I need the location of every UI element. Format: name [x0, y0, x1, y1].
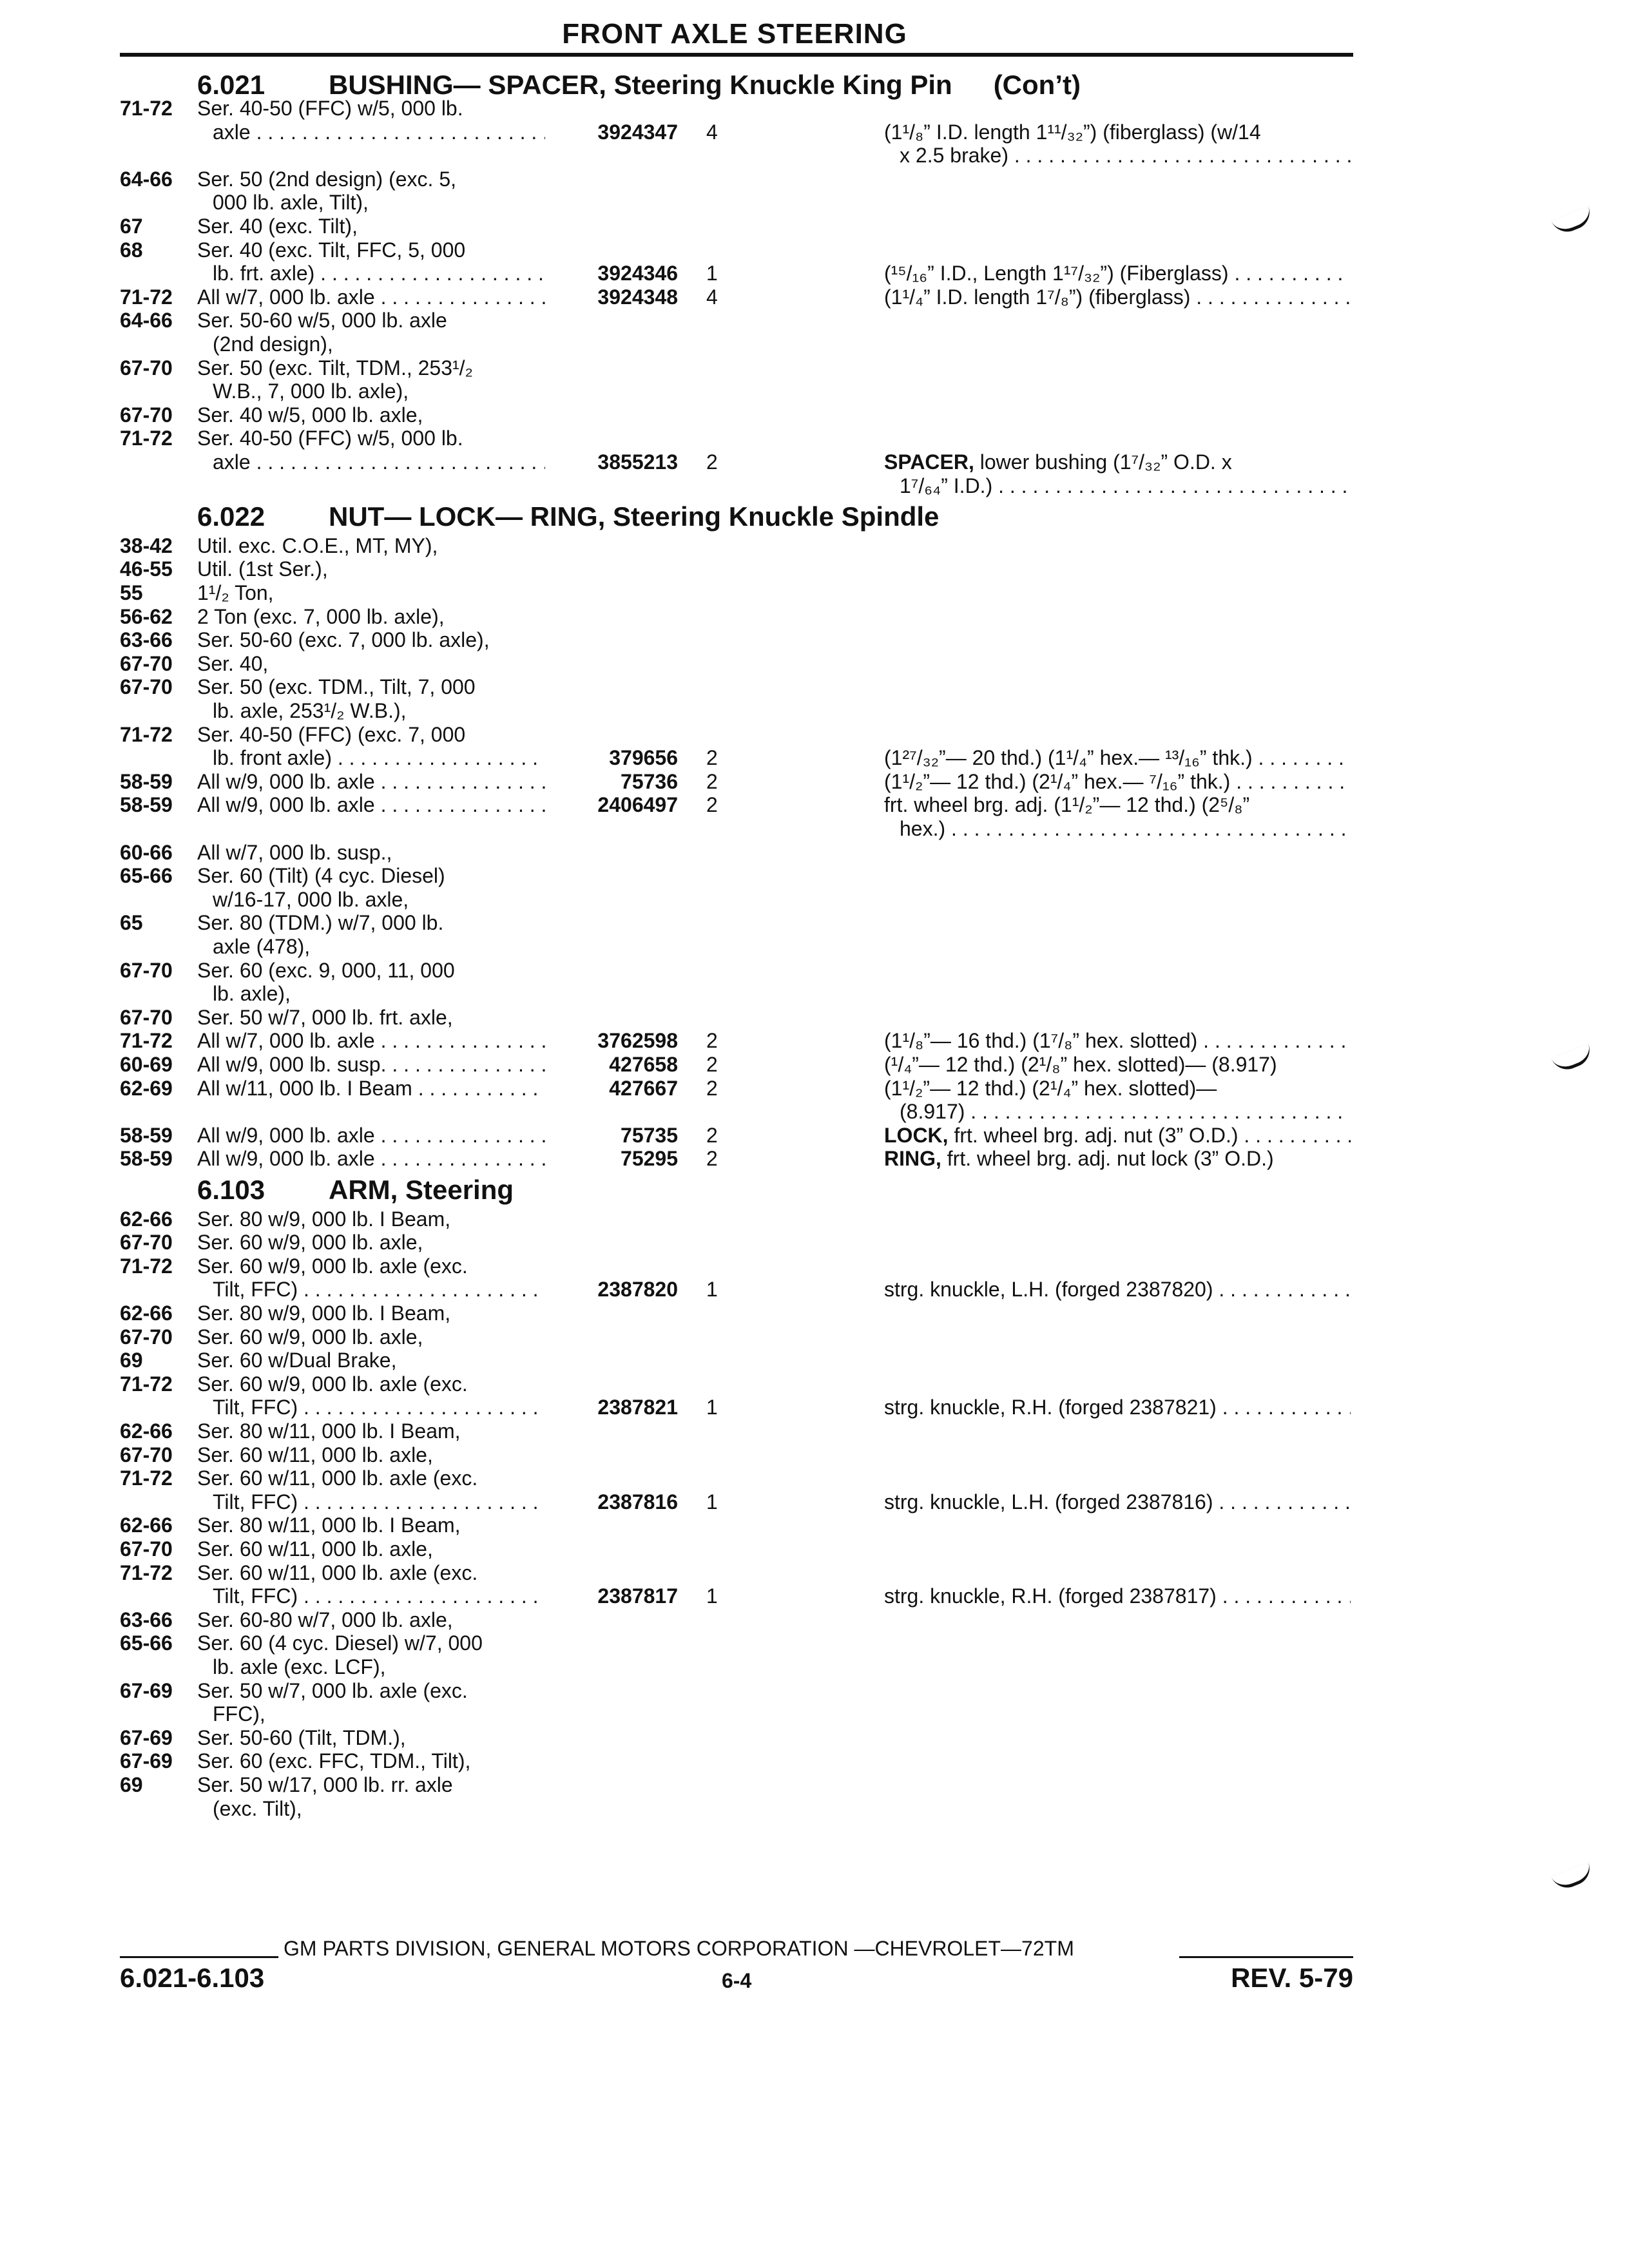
application-description: Ser. 40 w/5, 000 lb. axle,	[197, 403, 423, 427]
application-description: Ser. 60 (exc. FFC, TDM., Tilt),	[197, 1749, 471, 1773]
model-years: 58-59	[120, 1124, 173, 1147]
application-description: lb. axle (exc. LCF),	[213, 1655, 386, 1678]
model-years: 64-66	[120, 309, 173, 332]
application-description: All w/9, 000 lb. axle . . .	[197, 793, 545, 816]
part-number: 379656	[609, 746, 678, 769]
catalog-line	[0, 1584, 1629, 1608]
application-description: axle (478),	[213, 935, 311, 958]
catalog-line	[0, 1679, 1629, 1702]
application-description: Ser. 50 (exc. TDM., Tilt, 7, 000	[197, 675, 476, 698]
part-number: 75736	[621, 770, 678, 793]
catalog-line	[0, 534, 1629, 557]
model-years: 62-66	[120, 1514, 173, 1537]
model-years: 71-72	[120, 723, 173, 746]
catalog-line	[0, 793, 1629, 816]
application-description: Tilt, FFC) . . .	[213, 1396, 545, 1419]
application-description: lb. frt. axle) . . .	[213, 262, 545, 285]
model-years: 65-66	[120, 1631, 173, 1655]
application-description: Ser. 40-50 (FFC) w/5, 000 lb.	[197, 427, 463, 450]
section-number: 6.103	[197, 1175, 265, 1205]
model-years: 67-70	[120, 1231, 173, 1254]
model-years: 67-70	[120, 675, 173, 698]
part-number: 3855213	[597, 450, 678, 474]
application-description: All w/11, 000 lb. I Beam . . .	[197, 1077, 545, 1100]
quantity: 2	[706, 1124, 718, 1147]
catalog-line	[0, 675, 1629, 698]
catalog-line	[0, 262, 1629, 285]
remarks-text: (1¹/₄” I.D. length 1⁷/₈”) (fiberglass)	[884, 285, 1191, 309]
section-title: ARM, Steering	[329, 1175, 514, 1205]
remarks	[884, 1077, 1351, 1100]
catalog-line	[0, 238, 1629, 262]
catalog-line	[0, 1608, 1629, 1631]
remarks-text: (1¹/₈”— 16 thd.) (1⁷/₈” hex. slotted)	[884, 1029, 1198, 1052]
application-description: Ser. 80 w/11, 000 lb. I Beam,	[197, 1514, 461, 1537]
catalog-line	[0, 1207, 1629, 1231]
catalog-line	[0, 427, 1629, 450]
application-description: Ser. 60 (exc. 9, 000, 11, 000	[197, 959, 455, 982]
model-years: 71-72	[120, 97, 173, 120]
model-years: 67-69	[120, 1749, 173, 1773]
footer-rule-left	[120, 1956, 278, 1958]
application-description: Ser. 60 w/11, 000 lb. axle (exc.	[197, 1466, 478, 1490]
remarks	[884, 1278, 1351, 1301]
part-number: 3924348	[597, 285, 678, 309]
catalog-line	[0, 770, 1629, 793]
application-description: Tilt, FFC) . . .	[213, 1584, 545, 1608]
model-years: 67	[120, 215, 143, 238]
catalog-line	[0, 97, 1629, 120]
part-number: 3924347	[597, 120, 678, 144]
quantity: 2	[706, 1077, 718, 1100]
application-description: Ser. 40 (exc. Tilt, FFC, 5, 000	[197, 238, 466, 262]
quantity: 2	[706, 793, 718, 816]
catalog-line	[0, 911, 1629, 934]
application-description: Ser. 60-80 w/7, 000 lb. axle,	[197, 1608, 453, 1631]
application-description: Ser. 80 w/11, 000 lb. I Beam,	[197, 1419, 461, 1443]
application-description: Ser. 50 (exc. Tilt, TDM., 253¹/₂	[197, 356, 473, 380]
section-title: BUSHING— SPACER, Steering Knuckle King Pin	[329, 70, 952, 100]
application-description: Util. exc. C.O.E., MT, MY),	[197, 534, 438, 557]
model-years: 55	[120, 581, 143, 604]
catalog-line	[0, 1278, 1629, 1301]
application-description: Ser. 50 (2nd design) (exc. 5,	[197, 168, 456, 191]
catalog-line	[0, 403, 1629, 427]
application-description: Ser. 50 w/7, 000 lb. axle (exc.	[197, 1679, 468, 1702]
part-number: 75735	[621, 1124, 678, 1147]
model-years: 67-69	[120, 1726, 173, 1749]
catalog-line	[0, 1561, 1629, 1584]
application-description: Ser. 60 w/11, 000 lb. axle,	[197, 1537, 433, 1561]
remarks-text: (8.917)	[900, 1100, 965, 1123]
application-description: All w/9, 000 lb. axle . . .	[197, 1124, 545, 1147]
application-description: All w/9, 000 lb. axle . . .	[197, 1147, 545, 1170]
remarks-text: (1¹/₂”— 12 thd.) (2¹/₄” hex. slotted)—	[884, 1077, 1217, 1100]
application-description: Ser. 60 w/Dual Brake,	[197, 1349, 397, 1372]
model-years: 71-72	[120, 427, 173, 450]
model-years: 69	[120, 1349, 143, 1372]
section-number: 6.022	[197, 501, 265, 532]
application-description: Ser. 60 (Tilt) (4 cyc. Diesel)	[197, 864, 445, 887]
model-years: 62-66	[120, 1419, 173, 1443]
application-description: (exc. Tilt),	[213, 1797, 302, 1820]
catalog-line	[0, 959, 1629, 982]
part-number: 2387820	[597, 1278, 678, 1301]
catalog-line	[0, 605, 1629, 628]
application-description: Ser. 40,	[197, 652, 269, 675]
remarks-text: strg. knuckle, R.H. (forged 2387817)	[884, 1584, 1217, 1608]
catalog-line	[0, 1655, 1629, 1678]
application-description: Ser. 60 w/11, 000 lb. axle,	[197, 1443, 433, 1466]
model-years: 69	[120, 1773, 143, 1796]
application-description: (2nd design),	[213, 332, 333, 356]
model-years: 67-70	[120, 403, 173, 427]
part-number: 2387816	[597, 1490, 678, 1514]
application-description: Tilt, FFC) . . .	[213, 1490, 545, 1514]
footer-section-range: 6.021-6.103	[120, 1963, 265, 1993]
quantity: 4	[706, 285, 718, 309]
catalog-line	[0, 285, 1629, 309]
remarks-part-name: LOCK,	[884, 1124, 949, 1147]
application-description: All w/7, 000 lb. axle . . .	[197, 1029, 545, 1052]
application-description: Ser. 60 (4 cyc. Diesel) w/7, 000	[197, 1631, 483, 1655]
model-years: 71-72	[120, 1029, 173, 1052]
application-description: axle . . .	[213, 450, 545, 474]
quantity: 1	[706, 262, 718, 285]
catalog-line	[0, 1443, 1629, 1466]
model-years: 67-70	[120, 1325, 173, 1349]
model-years: 67-70	[120, 356, 173, 380]
remarks	[900, 474, 1351, 497]
application-description: Ser. 60 w/11, 000 lb. axle (exc.	[197, 1561, 478, 1584]
header-rule	[120, 53, 1353, 57]
part-number: 3762598	[597, 1029, 678, 1052]
catalog-line	[0, 1053, 1629, 1076]
model-years: 71-72	[120, 1372, 173, 1396]
remarks-text: (¹/₄”— 12 thd.) (2¹/₈” hex. slotted)— (8.917)	[884, 1053, 1277, 1076]
remarks	[884, 1396, 1351, 1419]
application-description: Ser. 60 w/9, 000 lb. axle (exc.	[197, 1372, 468, 1396]
model-years: 67-70	[120, 1443, 173, 1466]
model-years: 67-69	[120, 1679, 173, 1702]
application-description: Ser. 80 (TDM.) w/7, 000 lb.	[197, 911, 444, 934]
application-description: All w/9, 000 lb. axle . . .	[197, 770, 545, 793]
remarks-text: (1¹/₈” I.D. length 1¹¹/₃₂”) (fiberglass) (w/14	[884, 120, 1261, 144]
catalog-line	[0, 215, 1629, 238]
remarks-text: (1²⁷/₃₂”— 20 thd.) (1¹/₄” hex.— ¹³/₁₆” thk.)	[884, 746, 1253, 769]
section-number: 6.021	[197, 70, 265, 100]
application-description: axle . . .	[213, 120, 545, 144]
catalog-line	[0, 723, 1629, 746]
remarks	[884, 793, 1351, 816]
catalog-line	[0, 1147, 1629, 1170]
catalog-line	[0, 1702, 1629, 1725]
catalog-line	[0, 1254, 1629, 1278]
remarks-text: hex.)	[900, 817, 946, 840]
quantity: 1	[706, 1490, 718, 1514]
model-years: 62-69	[120, 1077, 173, 1100]
catalog-line	[0, 1100, 1629, 1123]
application-description: All w/9, 000 lb. susp. . . .	[197, 1053, 545, 1076]
section-title: NUT— LOCK— RING, Steering Knuckle Spindle	[329, 501, 940, 532]
catalog-line	[0, 120, 1629, 144]
application-description: Ser. 60 w/9, 000 lb. axle,	[197, 1325, 423, 1349]
application-description: Ser. 40 (exc. Tilt),	[197, 215, 358, 238]
catalog-line	[0, 474, 1629, 497]
remarks-text: strg. knuckle, L.H. (forged 2387816)	[884, 1490, 1213, 1514]
model-years: 71-72	[120, 285, 173, 309]
part-number: 2387817	[597, 1584, 678, 1608]
catalog-line	[0, 888, 1629, 911]
footer-page-number: 6-4	[722, 1969, 752, 1992]
application-description: Util. (1st Ser.),	[197, 557, 328, 581]
catalog-line	[0, 628, 1629, 651]
application-description: Ser. 60 w/9, 000 lb. axle,	[197, 1231, 423, 1254]
part-number: 427667	[609, 1077, 678, 1100]
catalog-line	[0, 168, 1629, 191]
model-years: 68	[120, 238, 143, 262]
catalog-line	[0, 1466, 1629, 1490]
catalog-line	[0, 1749, 1629, 1773]
model-years: 62-66	[120, 1207, 173, 1231]
remarks	[884, 1490, 1351, 1514]
model-years: 65	[120, 911, 143, 934]
catalog-line	[0, 380, 1629, 403]
part-number: 2387821	[597, 1396, 678, 1419]
catalog-line	[0, 309, 1629, 332]
remarks-text: x 2.5 brake)	[900, 144, 1008, 167]
catalog-line	[0, 1631, 1629, 1655]
application-description: W.B., 7, 000 lb. axle),	[213, 380, 409, 403]
remarks	[900, 144, 1351, 167]
model-years: 71-72	[120, 1466, 173, 1490]
remarks	[884, 1029, 1351, 1052]
application-description: 2 Ton (exc. 7, 000 lb. axle),	[197, 605, 445, 628]
application-description: lb. axle, 253¹/₂ W.B.),	[213, 699, 407, 722]
catalog-line	[0, 144, 1629, 167]
catalog-line	[0, 356, 1629, 380]
model-years: 67-70	[120, 652, 173, 675]
remarks	[900, 1100, 1351, 1123]
model-years: 58-59	[120, 770, 173, 793]
model-years: 58-59	[120, 1147, 173, 1170]
model-years: 63-66	[120, 1608, 173, 1631]
model-years: 71-72	[120, 1254, 173, 1278]
quantity: 2	[706, 770, 718, 793]
model-years: 65-66	[120, 864, 173, 887]
model-years: 46-55	[120, 557, 173, 581]
footer-rule-right	[1179, 1956, 1353, 1958]
quantity: 1	[706, 1584, 718, 1608]
model-years: 58-59	[120, 793, 173, 816]
section-heading	[197, 70, 1081, 101]
remarks	[900, 817, 1351, 840]
catalog-line	[0, 1006, 1629, 1029]
model-years: 62-66	[120, 1302, 173, 1325]
remarks	[884, 770, 1351, 793]
application-description: lb. front axle) . . .	[213, 746, 545, 769]
model-years: 67-70	[120, 959, 173, 982]
model-years: 64-66	[120, 168, 173, 191]
catalog-line	[0, 1419, 1629, 1443]
model-years: 60-66	[120, 841, 173, 864]
application-description: Ser. 50-60 w/5, 000 lb. axle	[197, 309, 447, 332]
catalog-line	[0, 1077, 1629, 1100]
page-header-title: FRONT AXLE STEERING	[562, 18, 907, 50]
remarks	[884, 1053, 1351, 1076]
application-description: w/16-17, 000 lb. axle,	[213, 888, 409, 911]
model-years: 71-72	[120, 1561, 173, 1584]
remarks-part-name: SPACER,	[884, 450, 974, 474]
remarks-text: frt. wheel brg. adj. nut (3” O.D.)	[948, 1124, 1239, 1147]
catalog-line	[0, 191, 1629, 214]
binder-mark-mark	[1551, 1861, 1595, 1892]
catalog-line	[0, 699, 1629, 722]
remarks-text: frt. wheel brg. adj. nut lock (3” O.D.)	[941, 1147, 1274, 1170]
application-description: All w/7, 000 lb. axle . . .	[197, 285, 545, 309]
remarks	[884, 746, 1351, 769]
remarks	[884, 1124, 1351, 1147]
remarks-text: 1⁷/₆₄” I.D.)	[900, 474, 993, 497]
part-number: 75295	[621, 1147, 678, 1170]
quantity: 2	[706, 450, 718, 474]
application-description: 000 lb. axle, Tilt),	[213, 191, 369, 214]
application-description: Ser. 80 w/9, 000 lb. I Beam,	[197, 1207, 451, 1231]
section-continued: (Con’t)	[993, 70, 1081, 100]
catalog-line	[0, 864, 1629, 887]
catalog-line	[0, 1396, 1629, 1419]
application-description: Ser. 60 w/9, 000 lb. axle (exc.	[197, 1254, 468, 1278]
catalog-line	[0, 332, 1629, 356]
application-description: Tilt, FFC) . . .	[213, 1278, 545, 1301]
application-description: Ser. 50-60 (exc. 7, 000 lb. axle),	[197, 628, 490, 651]
catalog-line	[0, 1726, 1629, 1749]
quantity: 1	[706, 1278, 718, 1301]
catalog-line	[0, 1325, 1629, 1349]
section-heading	[197, 1175, 514, 1206]
catalog-line	[0, 841, 1629, 864]
model-years: 60-69	[120, 1053, 173, 1076]
catalog-line	[0, 1124, 1629, 1147]
catalog-line	[0, 1537, 1629, 1561]
catalog-line	[0, 652, 1629, 675]
catalog-line	[0, 935, 1629, 958]
remarks	[884, 450, 1351, 474]
remarks	[884, 285, 1351, 309]
remarks-text: lower bushing (1⁷/₃₂” O.D. x	[974, 450, 1232, 474]
application-description: lb. axle),	[213, 982, 291, 1005]
footer-revision: REV. 5-79	[1231, 1963, 1353, 1993]
model-years: 63-66	[120, 628, 173, 651]
remarks	[884, 1584, 1351, 1608]
catalog-line	[0, 1372, 1629, 1396]
remarks-text: (1¹/₂”— 12 thd.) (2¹/₄” hex.— ⁷/₁₆” thk.)	[884, 770, 1231, 793]
catalog-line	[0, 1514, 1629, 1537]
application-description: Ser. 40-50 (FFC) (exc. 7, 000	[197, 723, 466, 746]
part-number: 2406497	[597, 793, 678, 816]
quantity: 2	[706, 1147, 718, 1170]
catalog-line	[0, 581, 1629, 604]
quantity: 2	[706, 746, 718, 769]
catalog-line	[0, 557, 1629, 581]
application-description: 1¹/₂ Ton,	[197, 581, 274, 604]
remarks	[884, 1147, 1351, 1170]
catalog-line	[0, 817, 1629, 840]
footer-publisher: GM PARTS DIVISION, GENERAL MOTORS CORPORATION —CHEVROLET—72TM	[284, 1937, 1074, 1960]
application-description: Ser. 50 w/7, 000 lb. frt. axle,	[197, 1006, 453, 1029]
catalog-line	[0, 1349, 1629, 1372]
catalog-line	[0, 450, 1629, 474]
model-years: 56-62	[120, 605, 173, 628]
remarks-text: strg. knuckle, L.H. (forged 2387820)	[884, 1278, 1213, 1301]
remarks	[884, 120, 1351, 144]
remarks	[884, 262, 1351, 285]
catalog-line	[0, 1490, 1629, 1514]
model-years: 38-42	[120, 534, 173, 557]
application-description: Ser. 50-60 (Tilt, TDM.),	[197, 1726, 406, 1749]
remarks-text: (¹⁵/₁₆” I.D., Length 1¹⁷/₃₂”) (Fiberglass)	[884, 262, 1229, 285]
catalog-line	[0, 1797, 1629, 1820]
application-description: Ser. 40-50 (FFC) w/5, 000 lb.	[197, 97, 463, 120]
application-description: Ser. 80 w/9, 000 lb. I Beam,	[197, 1302, 451, 1325]
application-description: All w/7, 000 lb. susp.,	[197, 841, 392, 864]
model-years: 67-70	[120, 1006, 173, 1029]
quantity: 2	[706, 1029, 718, 1052]
quantity: 2	[706, 1053, 718, 1076]
remarks-part-name: RING,	[884, 1147, 941, 1170]
catalog-line	[0, 982, 1629, 1005]
part-number: 3924346	[597, 262, 678, 285]
model-years: 67-70	[120, 1537, 173, 1561]
application-description: Ser. 50 w/17, 000 lb. rr. axle	[197, 1773, 453, 1796]
remarks-text: frt. wheel brg. adj. (1¹/₂”— 12 thd.) (2⁵/₈”	[884, 793, 1250, 816]
catalog-line	[0, 1231, 1629, 1254]
catalog-line	[0, 1029, 1629, 1052]
catalog-line	[0, 746, 1629, 769]
part-number: 427658	[609, 1053, 678, 1076]
catalog-line	[0, 1773, 1629, 1796]
quantity: 4	[706, 120, 718, 144]
quantity: 1	[706, 1396, 718, 1419]
remarks-text: strg. knuckle, R.H. (forged 2387821)	[884, 1396, 1217, 1419]
application-description: FFC),	[213, 1702, 265, 1725]
catalog-line	[0, 1302, 1629, 1325]
section-heading	[197, 501, 939, 532]
